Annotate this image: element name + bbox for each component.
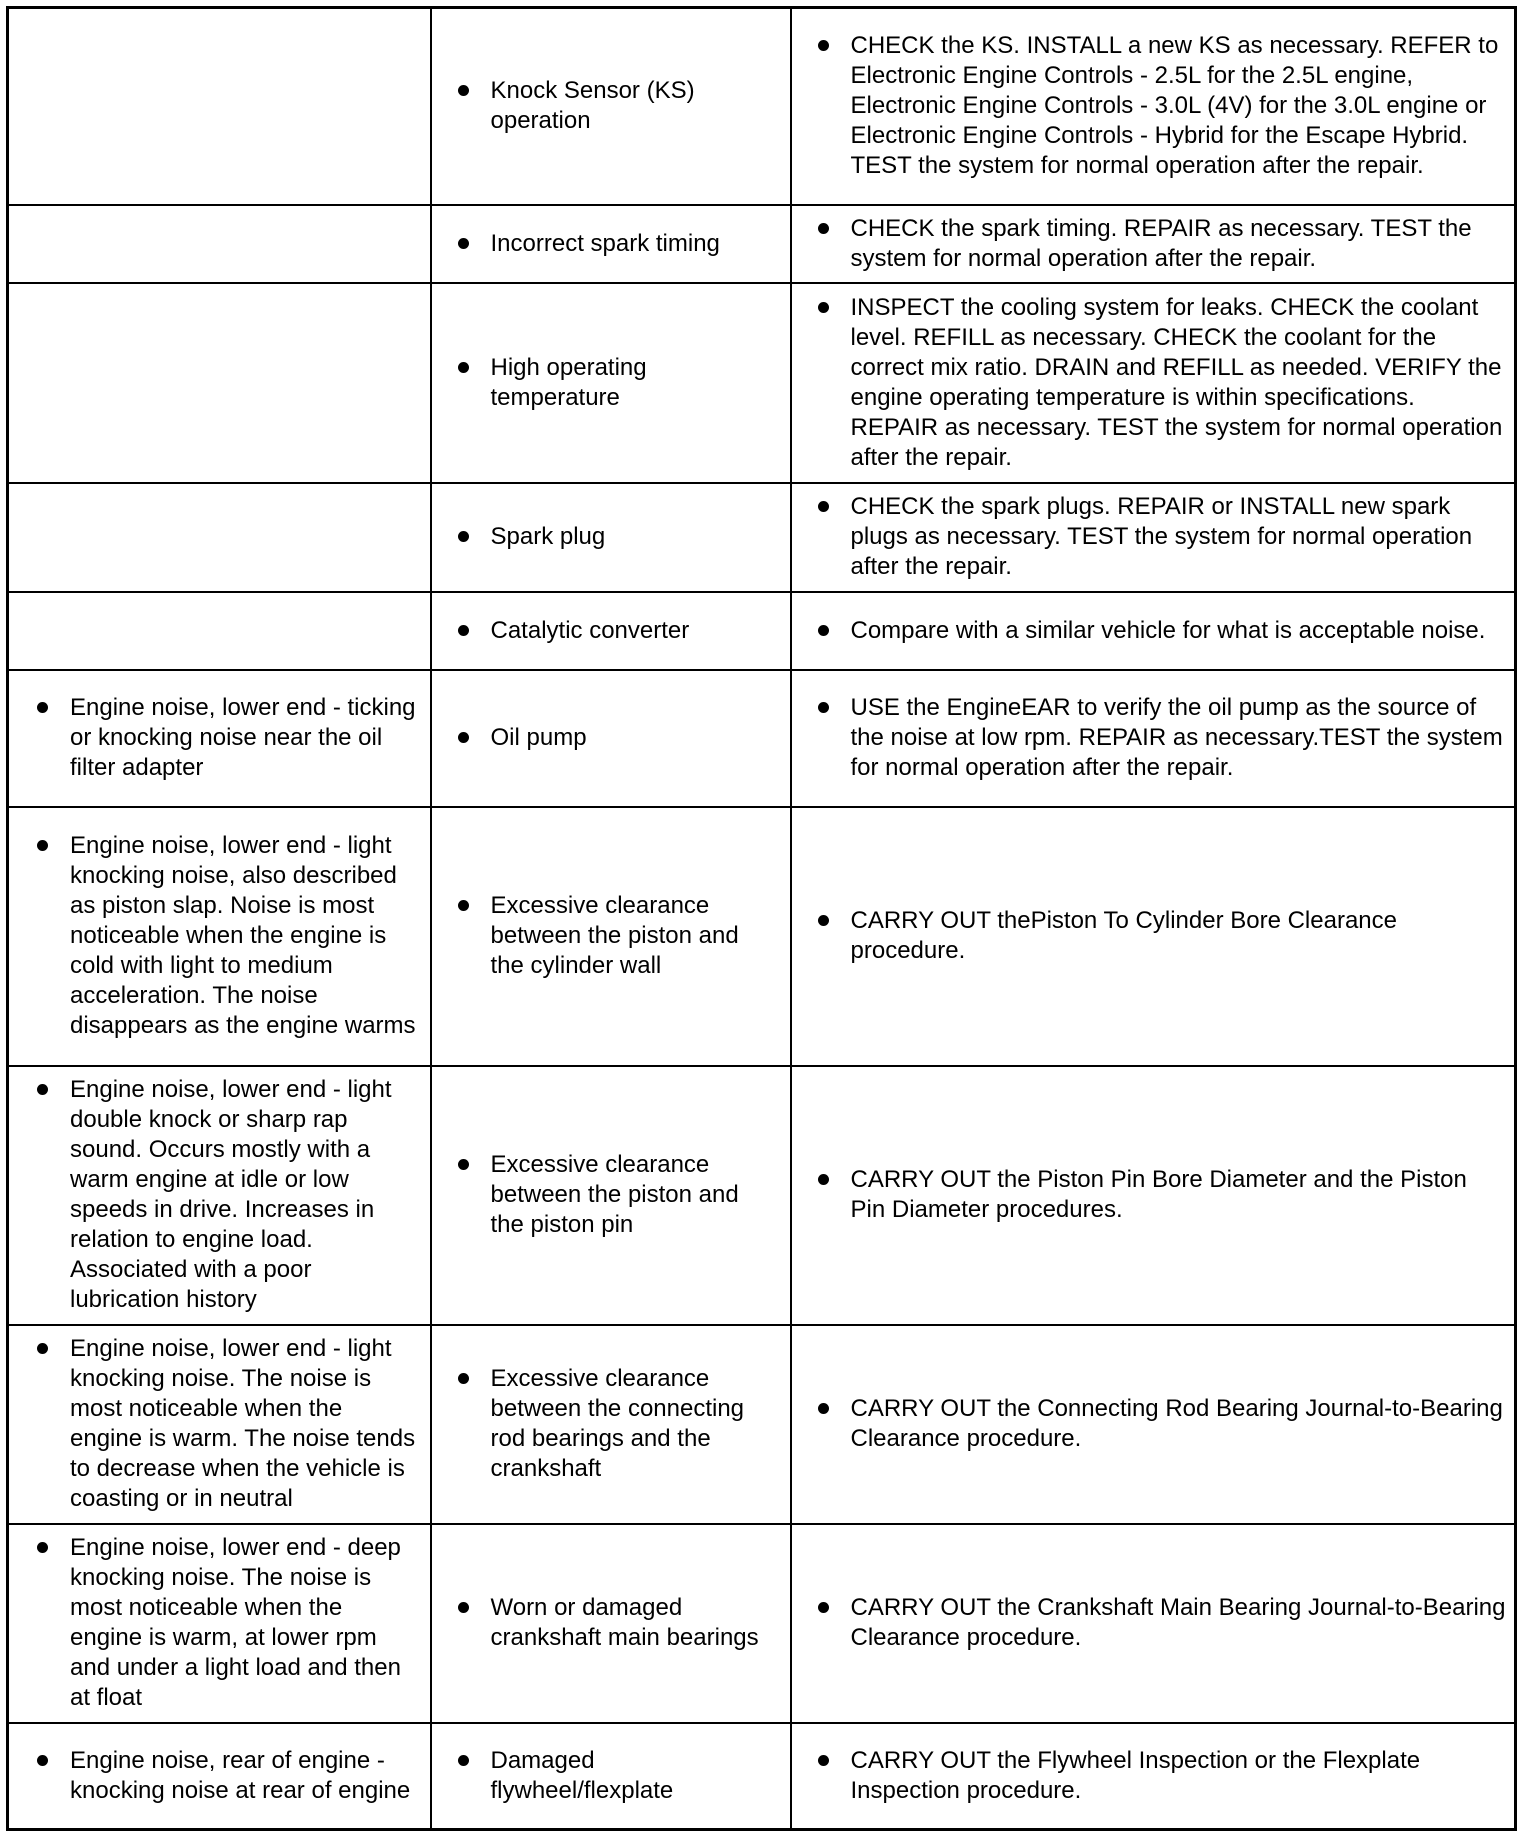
table-row <box>8 205 1516 283</box>
table-row <box>8 8 1516 205</box>
condition-text: Engine noise, lower end - light double knock or sharp rap sound. Occurs mostly with a warm engine at idle or low speeds in drive. Increases in relation to engine load. Associated with a poor lubrication history <box>70 1076 392 1313</box>
bullet-icon <box>37 1755 48 1766</box>
action-cell <box>791 1325 1516 1524</box>
condition-text: Engine noise, lower end - deep knocking noise. The noise is most noticeable when the engine is warm, at lower rpm and under a light load and then at float <box>70 1534 401 1711</box>
bullet-icon <box>818 915 829 926</box>
action-text: CARRY OUT the Piston Pin Bore Diameter and the Piston Pin Diameter procedures. <box>850 1166 1467 1223</box>
bullet-icon <box>818 40 829 51</box>
condition-text: Engine noise, lower end - light knocking noise. The noise is most noticeable when the engine is warm. The noise tends to decrease when the vehicle is coasting or in neutral <box>70 1335 416 1512</box>
action-cell <box>791 1524 1516 1723</box>
condition-cell <box>8 483 431 592</box>
bullet-icon <box>818 223 829 234</box>
bullet-icon <box>37 1084 48 1095</box>
condition-cell <box>8 670 431 807</box>
action-text: CARRY OUT the Crankshaft Main Bearing Journal-to-Bearing Clearance procedure. <box>850 1594 1506 1651</box>
condition-cell <box>8 205 431 283</box>
cause-cell <box>431 592 791 670</box>
table-row <box>8 283 1516 483</box>
condition-cell <box>8 1325 431 1524</box>
condition-text: Engine noise, lower end - light knocking noise, also described as piston slap. Noise is most noticeable when the engine is cold with light to medium acceleration. The noise disappears as the engine warms <box>70 832 416 1039</box>
table-row <box>8 1325 1516 1524</box>
action-text: CARRY OUT the Connecting Rod Bearing Journal-to-Bearing Clearance procedure. <box>850 1395 1503 1452</box>
condition-text: Engine noise, lower end - ticking or knocking noise near the oil filter adapter <box>70 694 416 781</box>
action-cell <box>791 592 1516 670</box>
table-row <box>8 670 1516 807</box>
action-text: CHECK the spark timing. REPAIR as necessary. TEST the system for normal operation after the repair. <box>850 214 1472 272</box>
bullet-icon <box>458 1159 469 1170</box>
bullet-icon <box>458 732 469 743</box>
action-cell <box>791 205 1516 283</box>
action-cell <box>791 670 1516 807</box>
action-text: Compare with a similar vehicle for what is acceptable noise. <box>850 616 1486 644</box>
table-row <box>8 1066 1516 1325</box>
bullet-icon <box>458 1755 469 1766</box>
table-row <box>8 592 1516 670</box>
condition-cell <box>8 807 431 1066</box>
action-text: CARRY OUT the Flywheel Inspection or the Flexplate Inspection procedure. <box>850 1746 1421 1804</box>
action-cell <box>791 283 1516 483</box>
bullet-icon <box>37 1343 48 1354</box>
cause-cell <box>431 1066 791 1325</box>
cause-text: Catalytic converter <box>490 616 690 644</box>
cause-text: Spark plug <box>490 523 606 550</box>
bullet-icon <box>458 900 469 911</box>
cause-cell <box>431 670 791 807</box>
bullet-icon <box>818 1602 829 1613</box>
cause-cell <box>431 283 791 483</box>
cause-cell <box>431 1524 791 1723</box>
condition-cell <box>8 1524 431 1723</box>
cause-text: Excessive clearance between the piston and the piston pin <box>490 1151 739 1238</box>
action-cell <box>791 8 1516 205</box>
cause-text: Worn or damaged crankshaft main bearings <box>490 1594 759 1651</box>
action-text: CARRY OUT thePiston To Cylinder Bore Clearance procedure. <box>850 907 1397 964</box>
diagnosis-table <box>6 6 1517 1831</box>
bullet-icon <box>458 1373 469 1384</box>
cause-text: Excessive clearance between the connecting rod bearings and the crankshaft <box>490 1365 745 1482</box>
table-row <box>8 1723 1516 1830</box>
bullet-icon <box>37 840 48 851</box>
bullet-icon <box>818 702 829 713</box>
cause-cell <box>431 205 791 283</box>
condition-cell <box>8 1066 431 1325</box>
bullet-icon <box>818 625 829 636</box>
cause-cell <box>431 807 791 1066</box>
bullet-icon <box>818 501 829 512</box>
action-cell <box>791 1723 1516 1830</box>
bullet-icon <box>458 1602 469 1613</box>
bullet-icon <box>458 85 469 96</box>
bullet-icon <box>458 531 469 542</box>
condition-cell <box>8 1723 431 1830</box>
action-cell <box>791 807 1516 1066</box>
cause-cell <box>431 1723 791 1830</box>
cause-text: Knock Sensor (KS) operation <box>490 77 695 135</box>
bullet-icon <box>458 625 469 636</box>
table-row <box>8 807 1516 1066</box>
bullet-icon <box>818 1174 829 1185</box>
action-text: USE the EngineEAR to verify the oil pump as the source of the noise at low rpm. REPAIR as necessary.TEST the system for normal operation after the repair. <box>850 694 1503 781</box>
action-cell <box>791 1066 1516 1325</box>
action-text: CHECK the KS. INSTALL a new KS as necessary. REFER to Electronic Engine Controls - 2.5L for the 2.5L engine, Electronic Engine Controls - 3.0L (4V) for the 3.0L engine or Electronic Engine Controls - Hybrid for the Escape Hybrid. TEST the system for normal operation after the repair. <box>850 32 1499 180</box>
table-row <box>8 1524 1516 1723</box>
bullet-icon <box>818 1403 829 1414</box>
cause-cell <box>431 8 791 205</box>
bullet-icon <box>458 238 469 249</box>
bullet-icon <box>37 702 48 713</box>
cause-text: Excessive clearance between the piston and the cylinder wall <box>490 892 739 979</box>
condition-cell <box>8 283 431 483</box>
cause-text: Oil pump <box>490 724 587 751</box>
cause-cell <box>431 1325 791 1524</box>
table-row <box>8 483 1516 592</box>
cause-text: High operating temperature <box>490 353 647 411</box>
bullet-icon <box>37 1542 48 1553</box>
bullet-icon <box>818 302 829 313</box>
action-cell <box>791 483 1516 592</box>
cause-cell <box>431 483 791 592</box>
cause-text: Incorrect spark timing <box>490 229 720 257</box>
action-text: CHECK the spark plugs. REPAIR or INSTALL new spark plugs as necessary. TEST the system for normal operation after the repair. <box>850 493 1473 580</box>
bullet-icon <box>458 362 469 373</box>
action-text: INSPECT the cooling system for leaks. CHECK the coolant level. REFILL as necessary. CHECK the coolant for the correct mix ratio. DRAIN and REFILL as needed. VERIFY the engine operating temperature is within specifications. REPAIR as necessary. TEST the system for normal operation after the repair. <box>850 293 1503 471</box>
condition-cell <box>8 8 431 205</box>
condition-text: Engine noise, rear of engine - knocking noise at rear of engine <box>70 1746 411 1804</box>
condition-cell <box>8 592 431 670</box>
bullet-icon <box>818 1755 829 1766</box>
cause-text: Damaged flywheel/flexplate <box>490 1746 674 1804</box>
